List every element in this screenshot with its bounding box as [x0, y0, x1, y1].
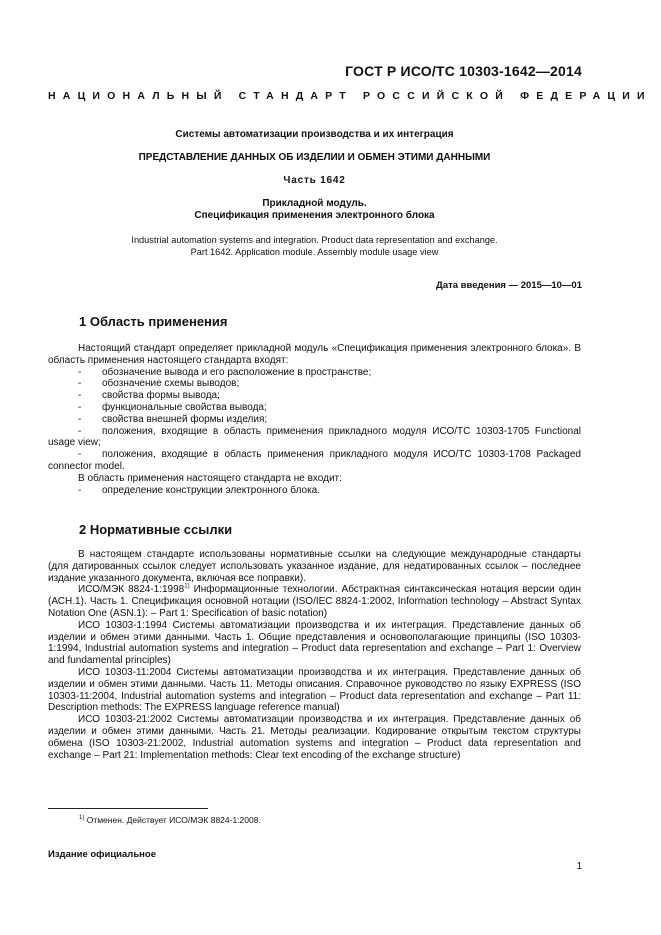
title-subtitle-line2: Спецификация применения электронного блока	[194, 210, 435, 221]
standard-designation: ГОСТ Р ИСО/ТС 10303-1642—2014	[345, 63, 582, 79]
reference-item: ИСО/МЭК 8824-1:1998$^{1)}$ Информационные технологии. Абстрактная синтаксическая нотация версии один (АСН.1). Часть 1. Спецификация основной нотации (ISO/IEC 8824-1:2002, Information technology – Abstract Syntax Notation One (ASN.1): – Part 1: Specification of basic notation)	[48, 584, 582, 619]
footnote-marker[interactable]: 1)	[184, 584, 190, 591]
title-series: Системы автоматизации производства и их интеграция	[175, 129, 454, 140]
list-item: - функциональные свойства вывода;	[78, 401, 267, 413]
introduction-date: Дата введения — 2015—10—01	[436, 280, 582, 291]
title-english-line1: Industrial automation systems and integration. Product data representation and exchange.	[131, 235, 498, 245]
list-item: - положения, входящие в область применения прикладного модуля ИСО/ТС 10303-1708 Packaged connector model.	[48, 449, 581, 472]
national-standard-banner: НАЦИОНАЛЬНЫЙ СТАНДАРТ РОССИЙСКОЙ ФЕДЕРАЦИИ	[48, 90, 652, 102]
list-item: - определение конструкции электронного блока.	[78, 484, 321, 496]
reference-item: ИСО 10303-1:1994 Системы автоматизации производства и их интеграция. Представление данных об изделии и обмен этими данными. Часть 1. Общие представления и основополагающие принципы (ISO 10303-1:1994, Industrial automation systems and integration – Product data representation and exchange – Part 1: Overview and fundamental principles)	[48, 619, 581, 667]
title-english	[48, 234, 581, 258]
title-part: Часть 1642	[283, 175, 346, 186]
section-2-heading: 2 Нормативные ссылки	[79, 522, 233, 537]
title-subtitle-line1: Прикладной модуль.	[262, 198, 367, 209]
section-1-exclusion-intro: В область применения настоящего стандарта не входит:	[78, 472, 342, 484]
section-1-heading: 1 Область применения	[79, 314, 228, 329]
reference-item: ИСО 10303-21:2002 Системы автоматизации производства и их интеграция. Представление данных об изделии и обмен этими данными. Часть 21. Методы реализации. Кодирование открытым текстом структуры обмена (ISO 10303-21:2002, Industrial automation systems and integration – Product data representation and exchange – Part 21: Implementation methods: Clear text encoding of the exchange structure)	[48, 714, 581, 761]
title-subtitle	[48, 198, 581, 222]
edition-label: Издание официальное	[48, 849, 156, 860]
list-item: - положения, входящие в область применения прикладного модуля ИСО/ТС 10303-1705 Functional usage view;	[48, 425, 581, 449]
title-english-line2: Part 1642. Application module. Assembly module usage view	[190, 247, 439, 257]
section-1-paragraph: Настоящий стандарт определяет прикладной модуль «Спецификация применения электронного блока». В область применения настоящего стандарта входят:	[48, 343, 581, 366]
title-main: ПРЕДСТАВЛЕНИЕ ДАННЫХ ОБ ИЗДЕЛИИ И ОБМЕН ЭТИМИ ДАННЫМИ	[138, 152, 491, 163]
list-item: - обозначение вывода и его расположение в пространстве;	[78, 366, 372, 378]
footnote: $^{1)}$ Отменен. Действует ИСО/МЭК 8824-1:2008.	[79, 815, 261, 825]
reference-item: ИСО 10303-11:2004 Системы автоматизации производства и их интеграция. Представление данных об изделии и обмен этими данными. Часть 11. Методы описания. Справочное руководство по языку EXPRESS (ISO 10303-11:2004, Industrial automation systems and integration – Product data representation and exchange – Part 11: Description methods: The EXPRESS language reference manual)	[48, 666, 581, 714]
footnote-divider	[48, 808, 208, 809]
section-2-paragraph: В настоящем стандарте использованы нормативные ссылки на следующие международные стандарты (для датированных ссылок следует использовать указанное издание, для недатированных ссылок – последнее издание указанного документа, включая все поправки).	[48, 549, 581, 584]
list-item: - свойства формы вывода;	[78, 390, 220, 402]
list-item: - свойства внешней формы изделия;	[78, 413, 268, 425]
section-2-body	[48, 549, 581, 761]
page-number: 1	[576, 861, 582, 872]
list-item: - обозначение схемы выводов;	[78, 378, 240, 390]
section-1-body	[48, 343, 581, 496]
